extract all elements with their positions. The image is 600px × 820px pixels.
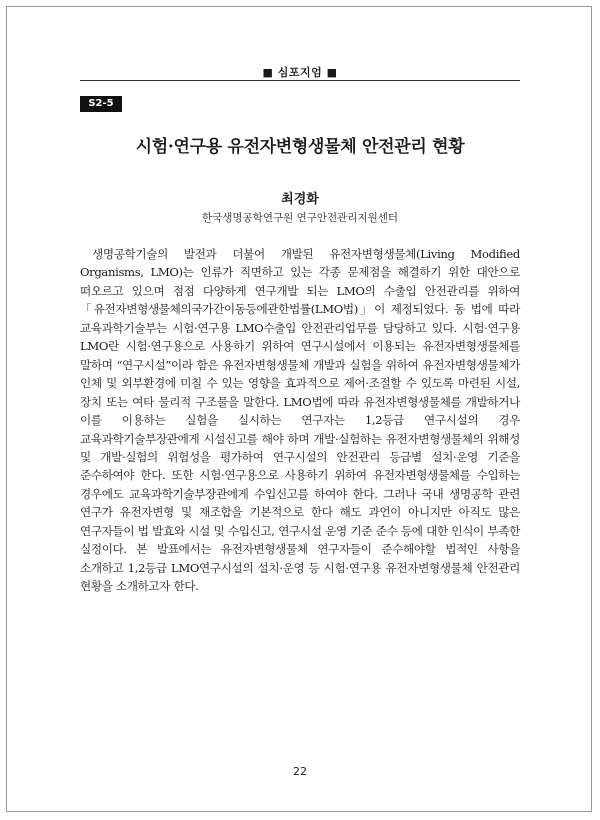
session-badge: S2-5 [80, 96, 122, 112]
header-divider [80, 80, 520, 81]
author-name: 최경화 [281, 192, 319, 207]
page-number: 22 [293, 765, 307, 778]
author-affiliation: 한국생명공학연구원 연구안전관리지원센터 [201, 212, 399, 224]
abstract-paragraph: 생명공학기술의 발전과 더불어 개발된 유전자변형생물체(Living Modified Organisms, LMO)는 인류가 직면하고 있는 각종 문제점을 해결하기 위한 대안으로 떠오르고 있으며 점점 다양하게 연구개발 되는 LMO의 수출입 안전관리를 위하여 「유전자변형생물체의국가간이동등에관한법률(LMO법)」이 제정되었다. 동 법에 따라 교육과학기술부는 시험·연구용 LMO수출입 안전관리업무를 담당하고 있다. 시험·연구용 LMO란 시험·연구용으로 사용하기 위하여 연구시설에서 이용되는 유전자변형생물체를 말하며 “연구시설”이라 함은 유전자변형생물체 개발과 실험을 위하여 유전자변형생물체가 인체 및 외부환경에 미칠 수 있는 영향을 효과적으로 제어·조절할 수 있도록 마련된 시설, 장치 또는 여타 물리적 구조물을 말한다. LMO법에 따라 유전자변형생물체를 개발하거나 이를 이용하는 실험을 실시하는 연구자는 1,2등급 연구시설의 경우 교육과학기술부장관에게 시설신고를 해야 하며 개발·실험하는 유전자변형생물체의 위해성 및 개발·실험의 위험성을 평가하여 연구시설의 안전관리 등급별 설치·운영 기준을 준수하여야 한다. 또한 시험·연구용으로 사용하기 위하여 유전자변형생물체를 수입하는 경우에도 교육과학기술부장관에게 수입신고를 하여야 한다. 그러나 국내 생명공학 관련 연구가 유전자변형 및 재조합을 기본적으로 한다 해도 과언이 아니지만 아직도 많은 연구자들이 법 발효와 시설 및 수입신고, 연구시설 운영 기준 준수 등에 대한 인식이 부족한 실정이다. 본 발표에서는 유전자변형생물체 연구자들이 준수해야할 법적인 사항을 소개하고 1,2등급 LMO연구시설의 설치·운영 등 시험·연구용 유전자변형생물체 안전관리 현황을 소개하고자 한다. [80, 247, 520, 594]
section-header: ■ 심포지엄 ■ [262, 66, 338, 79]
paper-title: 시험·연구용 유전자변형생물체 안전관리 현황 [135, 137, 465, 157]
